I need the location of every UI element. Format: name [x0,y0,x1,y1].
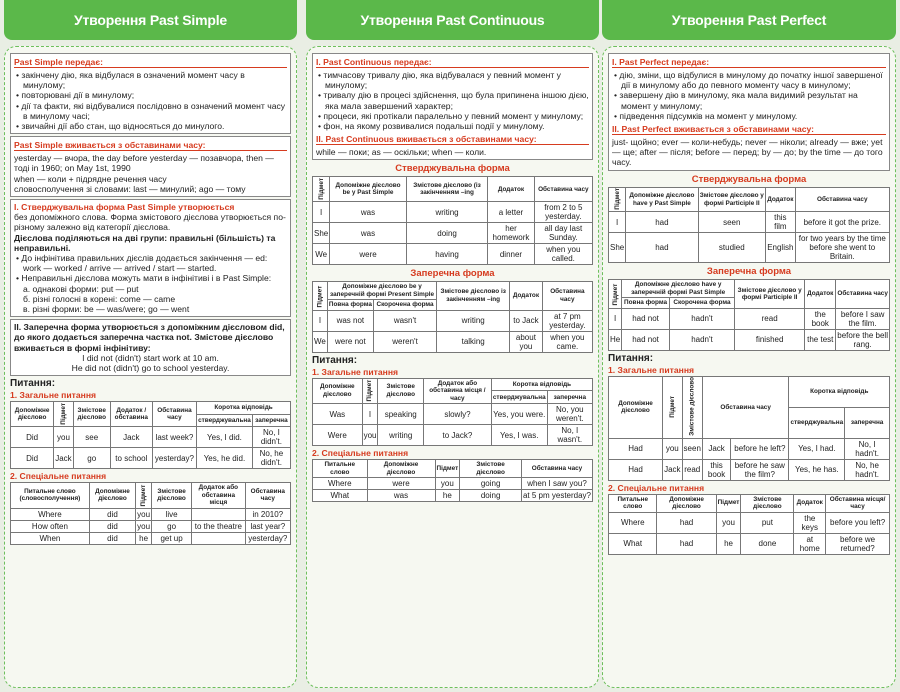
table-row [313,478,593,490]
table-cell: writing [378,425,424,446]
table-cell: English [766,233,796,263]
adverb-line: when — коли + підрядне речення часу [14,173,167,184]
table-cell: Jack [702,438,730,459]
table-header: Допоміжне дієслово [657,494,716,512]
table-cell: you [716,512,741,533]
affirmative-table [312,176,593,265]
table-cell: before it got the prize. [795,212,889,233]
table-header: Допоміжне дієслово be у заперечній формі Present Simple [327,282,436,300]
affirmative-title: І. Стверджувальна форма Past Simple утворюється [14,202,235,213]
special-question-table [10,482,291,545]
table-header: Обставина часу [152,402,196,427]
table-cell: writing [406,202,487,223]
table-cell: Jack [54,448,73,469]
table-cell: before I saw the film. [836,308,890,329]
table-cell [192,532,245,544]
table-cell: did [89,520,135,532]
table-row [11,448,291,469]
table-cell: see [73,427,110,448]
column-title: Утворення Past Perfect [602,0,896,40]
table-cell: the test [805,329,836,350]
table-header: Змістове дієслово [460,460,522,478]
table-row [313,310,593,331]
table-cell: Was [313,404,363,425]
table-cell: you [435,478,460,490]
uses-box [608,53,890,171]
table-cell: Yes, he did. [197,448,253,469]
column-title: Утворення Past Continuous [306,0,599,40]
table-cell: before the bell rang. [837,330,888,349]
table-cell: I [313,310,328,331]
table-cell: No, you weren't. [547,404,592,425]
table-cell: Where [609,512,657,533]
use-item: • фон, на якому розвивалися подальші події у минулому. [316,121,589,131]
table-row [609,438,890,459]
table-cell: at 7 pm yesterday. [542,310,592,331]
adverb-line: словосполучення зі словами: last — минулий; ago — тому [14,183,246,194]
panel [602,46,896,688]
table-cell: did [89,508,135,520]
table-header: Допоміжне дієслово [313,378,363,404]
table-cell: I [609,308,622,329]
table-cell [192,508,245,520]
table-cell: No, I didn't. [252,427,290,448]
table-header: Змістове дієслово [152,483,192,509]
table-cell: a letter [488,202,534,223]
table-cell: talking [437,331,510,352]
use-item: • тривалу дію в процесі здійснення, що була припинена іншою дією, яка мала завершений характер; [316,90,589,110]
table-header: Коротка відповідь [789,376,890,407]
table-cell: before we returned? [826,533,890,554]
table-cell: Jack [663,459,682,480]
adverbs-box [10,136,291,197]
table-cell: We [313,244,330,265]
table-header: Обставина часу [542,282,592,311]
column-past-simple [4,0,297,692]
table-header: Змістове дієслово [682,376,702,438]
table-header: Змістове дієслово у формі Participle II [735,280,805,309]
table-header: стверджувальна [789,407,845,438]
table-row [11,532,291,544]
use-item: • повторювані дії в минулому; [14,90,287,100]
table-header: Підмет [136,483,152,509]
table-row [11,520,291,532]
affirmative-title: Стверджувальна форма [691,173,807,185]
table-cell: What [609,533,657,554]
general-question-title: 1. Загальне питання [10,390,97,401]
table-header: Додаток [794,494,826,512]
table-cell: Yes, you were. [491,404,547,425]
table-header: Скорочена форма [669,298,734,309]
regular-rule: • До інфінітива правильних дієслів додається закінчення — ed: [14,253,287,263]
table-cell: to the theatre [192,520,245,532]
irregular-rule: • Неправильні дієслова можуть мати в інфінітиві і в Past Simple: [14,273,287,283]
table-cell: yesterday? [245,532,290,544]
panel [4,46,297,688]
general-question-title: 1. Загальне питання [312,366,399,377]
use-item: • тимчасову тривалу дію, яка відбувалася у певний момент у минулому; [316,70,589,90]
table-cell: he [716,533,741,554]
table-cell: Did [11,427,54,448]
table-cell: We [313,331,328,352]
table-cell: the book [805,308,836,329]
table-header: Коротка відповідь [197,402,291,414]
table-cell: hadn't [669,329,734,350]
negative-title: Заперечна форма [706,266,792,278]
column-past-continuous [306,0,599,692]
table-cell: was [330,223,407,244]
table-header: Підмет [313,177,330,202]
table-row [609,212,890,233]
table-header: Підмет [716,494,741,512]
table-cell: going [460,478,522,490]
table-cell: get up [152,532,192,544]
table-row [313,202,593,223]
table-header: Обставина часу [521,460,592,478]
table-cell: writing [437,310,510,331]
table-cell: had not [622,308,670,329]
adverb-line: just- щойно; ever — коли-небудь; never — ніколи; already — вже; yet — ще; after — після; before — перед; by — до; by the time — до того часу. [612,137,883,168]
table-cell: was [367,490,435,502]
table-cell: studied [698,233,765,263]
questions-title: Питання: [608,352,654,364]
special-question-table [312,459,593,502]
negative-example: I did not (didn't) start work at 10 am. [82,352,219,363]
affirmative-box [10,199,291,317]
table-cell: seen [682,438,702,459]
use-item: • процеси, які протікали паралельно у певний момент у минулому; [316,111,589,121]
table-cell: when you came. [542,331,592,352]
table-header: Допоміжне дієслово be у Past Simple [330,177,407,202]
negative-box [10,319,291,376]
table-header: заперечна [845,407,890,438]
use-item: • дії та факти, які відбувалися послідовно в означений момент часу в минулому часі; [14,101,287,121]
table-cell: at home [794,533,826,554]
table-header: Підмет [313,282,328,311]
table-cell: No, I wasn't. [547,425,592,446]
table-cell: you [663,438,682,459]
table-cell: at 5 pm yesterday? [522,491,592,501]
table-cell: from 2 to 5 yesterday. [534,202,592,223]
table-cell: She [609,233,626,263]
affirmative-text: без допоміжного слова. Форма змістового дієслова утворюється по-різному залежно від категорії дієслова. [14,212,286,233]
table-header: стверджувальна [197,414,253,426]
table-header: Змістове дієслово [741,494,794,512]
table-cell: I [609,212,626,233]
table-cell: done [741,533,794,554]
questions-title: Питання: [312,354,358,366]
table-header: Підмет [609,280,622,309]
uses-title: Past Simple передає: [14,57,287,68]
table-cell: weren't [373,331,436,352]
table-cell: doing [460,490,522,502]
table-cell: about you [510,331,543,352]
table-cell: had [657,533,716,554]
table-cell: Had [609,459,663,480]
table-cell: were [330,244,407,265]
table-cell: wasn't [373,310,436,331]
table-cell: How often [11,520,90,532]
special-question-table [608,494,890,555]
table-cell: I [362,404,378,425]
table-cell: What [313,490,368,502]
table-cell: he [136,532,152,544]
table-row [609,308,890,329]
table-header: Змістове дієслово [378,378,424,404]
table-header: Додаток або обставина місця [192,483,245,509]
table-cell: hadn't [669,308,734,329]
table-cell: read [682,459,702,480]
table-cell: had [626,233,698,263]
use-item: • звичайні дії або стан, що відносяться до минулого. [14,121,287,131]
table-cell: read [735,308,805,329]
questions-title: Питання: [10,378,56,390]
table-cell: you [137,521,151,531]
table-header: Обставина часу [534,177,592,202]
table-header: Коротка відповідь [491,378,592,391]
table-cell: before you left? [826,512,890,533]
table-header: Підмет [362,378,378,404]
uses-title: І. Past Perfect передає: [612,57,886,68]
table-cell: you [137,509,151,519]
adverbs-title: ІІ. Past Perfect вживається з обставинами часу: [612,124,886,135]
table-cell: was [330,202,407,223]
table-cell: slowly? [424,404,492,425]
table-cell: having [406,244,487,265]
table-header: Змістове дієслово (із закінченням –ing [406,177,487,202]
general-question-title: 1. Загальне питання [608,364,695,375]
table-cell: had not [622,329,670,350]
table-cell: He [609,329,622,350]
table-cell: to school [110,448,152,469]
table-cell: Yes, I had. [789,438,845,459]
table-header: Скорочена форма [373,300,436,311]
table-cell: finished [735,329,805,350]
table-header: Додаток або обставина місця / часу [424,378,492,404]
negative-example: He did not (didn't) go to school yesterday. [71,363,230,374]
table-header: Допоміжне дієслово [609,376,663,438]
adverb-line: yesterday — вчора, the day before yesterday — позавчора, then — тоді in 1960; on May 1st, 1990 [14,153,274,174]
irregular-example: а. однакові форми: put — put [23,283,139,294]
table-header: Додаток [805,280,836,309]
table-header: Допоміжне дієслово have у Past Simple [626,187,698,212]
use-item: • підведення підсумків на момент у минулому. [612,111,886,121]
negative-title: Заперечна форма [410,268,495,280]
table-header: Додаток [510,282,543,311]
table-row [609,512,890,533]
table-cell: before he saw the film? [731,459,789,480]
table-header: Питальне слово [609,494,657,512]
regular-example: work — worked / arrive — arrived / start — started. [23,263,217,274]
table-header: Додаток / обставина [110,402,152,427]
table-header: Допоміжне дієслово have у заперечній формі Past Simple [622,280,735,298]
use-item: • закінчену дію, яка відбулася в означений момент часу в минулому; [14,70,287,90]
table-cell: yesterday? [152,448,196,469]
negative-table [312,281,593,353]
table-cell: when I saw you? [521,478,592,490]
general-question-table [10,401,291,469]
adverbs-title: Past Simple вживається з обставинами часу: [14,140,287,151]
table-row [313,244,593,265]
table-cell: was not [327,310,373,331]
table-header: Питальне слово (словосполучення) [11,483,90,509]
table-header: стверджувальна [491,391,547,404]
table-cell: last year? [245,520,290,532]
table-cell: doing [406,223,487,244]
table-header: Додаток [766,187,796,212]
table-cell: all day last Sunday. [534,223,592,244]
table-header: заперечна [252,414,290,426]
negative-rule: ІІ. Заперечна форма утворюється з допоміжним дієсловом did, до якого додається заперечна частка not. Змістове дієслово вживається в формі інфінітиву: [14,322,285,353]
adverb-line: while — поки; as — оскільки; when — коли. [316,147,487,158]
column-past-perfect [602,0,896,692]
table-cell: this film [766,212,796,233]
table-cell: Jack [110,427,152,448]
uses-box [10,53,291,134]
use-item: • дію, зміни, що відбулися в минулому до початку іншої завершеної дії в минулому або до певного моменту часу в минулому; [612,70,886,90]
table-cell: had [657,512,716,533]
table-header: Обставина часу [795,187,889,212]
table-header: Обставина часу [245,483,290,509]
table-cell: to Jack [510,310,543,331]
table-cell: When [11,532,90,544]
table-header: Змістове дієслово із закінченням –ing [437,282,510,311]
table-header: Підмет [663,376,682,438]
table-row [609,533,890,554]
general-question-table [312,378,593,447]
affirmative-title: Стверджувальна форма [395,163,510,175]
table-row [313,425,593,446]
table-cell: go [73,448,110,469]
table-cell: Yes, I did. [197,427,253,448]
table-cell: Did [11,448,54,469]
column-title: Утворення Past Simple [4,0,297,40]
table-row [609,459,890,480]
table-cell: live [152,508,192,520]
table-cell: did [89,532,135,544]
irregular-example: в. різні форми: be — was/were; go — went [23,304,190,315]
table-row [313,223,593,244]
general-question-table [608,376,890,481]
table-row [609,233,890,263]
table-cell: were not [327,331,373,352]
use-item: • завершену дію в минулому, яка мала видимий результат на момент у минулому; [612,90,886,110]
table-cell: No, he hadn't. [845,459,890,480]
table-cell: in 2010? [245,508,290,520]
table-cell: before he left? [731,438,789,459]
table-cell: dinner [488,244,534,265]
adverbs-title: ІІ. Past Continuous вживається з обставинами часу: [316,134,589,145]
table-header: Допоміжне дієслово [11,402,54,427]
uses-title: І. Past Continuous передає: [316,57,589,68]
table-cell: go [152,520,192,532]
special-question-title: 2. Спеціальне питання [10,471,107,482]
table-cell: last week? [152,427,196,448]
table-row [313,490,593,502]
table-row [313,331,593,352]
table-cell: put [741,512,794,533]
affirmative-table [608,187,890,264]
table-header: Обставина місця/часу [826,494,890,512]
table-cell: Yes, I was. [491,425,547,446]
table-header: Обставина часу [702,376,789,438]
table-cell: had [626,212,698,233]
table-header: Повна форма [328,301,372,309]
table-header: заперечна [547,391,592,404]
table-cell: speaking [378,404,424,425]
table-cell: you [54,427,73,448]
table-cell: this book [702,459,730,480]
table-cell: She [313,223,330,244]
table-header: Додаток [488,177,534,202]
table-cell: the keys [794,512,826,533]
affirmative-text: Дієслова поділяються на дві групи: правильні (більшість) та неправильні. [14,232,276,253]
table-header: Підмет [54,402,73,427]
special-question-title: 2. Спеціальне питання [312,448,409,459]
table-cell: Where [313,478,368,490]
uses-box [312,53,593,160]
table-header: Змістове дієслово [73,402,110,427]
table-cell: he [435,490,460,502]
table-cell: her homework [488,223,534,244]
table-cell: Had [609,438,663,459]
table-header: Підмет [609,187,626,212]
table-cell: for two years by the time before she went to Britain. [795,233,889,263]
table-cell: Yes, he has. [789,459,845,480]
table-cell: when you called. [534,244,592,265]
table-cell: Were [313,425,363,446]
table-header: Допоміжне дієслово [89,483,135,509]
table-header: Питальне слово [313,460,368,478]
irregular-example: б. різні голосні в корені: come — came [23,293,176,304]
table-cell: were [367,478,435,490]
table-header: Змістове дієслово у формі Participle II [698,187,765,212]
table-row [11,508,291,520]
special-question-title: 2. Спеціальне питання [608,482,705,493]
table-cell: Where [11,508,90,520]
table-header: Допоміжне дієслово [367,460,435,478]
table-row [11,427,291,448]
table-cell: No, he didn't. [252,448,290,469]
table-row [313,404,593,425]
table-cell: you [362,425,378,446]
table-header: Обставина часу [836,280,890,309]
table-header: Підмет [435,460,460,478]
table-cell: to Jack? [424,425,492,446]
table-row [609,329,890,350]
table-cell: seen [698,212,765,233]
negative-table [608,279,890,351]
table-header: Повна форма [622,298,670,309]
table-cell: I [313,202,330,223]
panel [306,46,599,688]
table-cell: No, I hadn't. [845,438,890,459]
